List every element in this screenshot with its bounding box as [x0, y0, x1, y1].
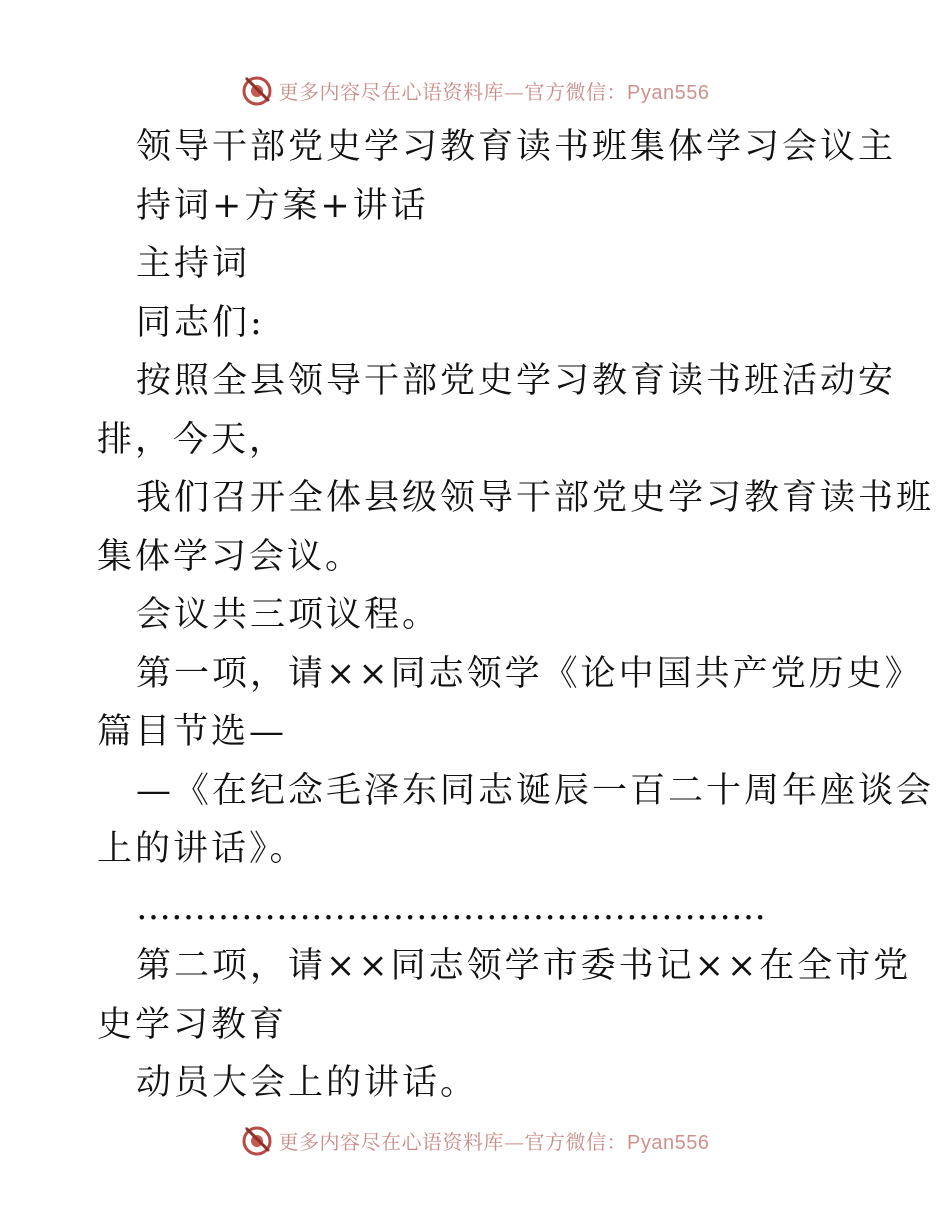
body-text-line: 史学习教育	[97, 1004, 288, 1045]
body-text-line: —《在纪念毛泽东同志诞辰一百二十周年座谈会	[136, 770, 935, 811]
body-text-line: 动员大会上的讲话。	[136, 1063, 479, 1103]
document-body	[97, 118, 935, 1113]
body-text-line: 领导干部党史学习教育读书班集体学习会议主	[136, 127, 897, 167]
body-text-line: 篇目节选—	[97, 712, 288, 752]
body-text-line: 会议共三项议程。	[136, 595, 441, 635]
body-text-line: 第一项，请××同志领学《论中国共产党历史》	[136, 653, 923, 694]
body-text-line: 集体学习会议。	[97, 536, 364, 577]
footer-banner-text: 更多内容尽在心语资料库—官方微信：Pyan556	[278, 1129, 710, 1154]
quill-pen-logo-icon	[241, 73, 275, 107]
body-text-line: 同志们:	[136, 302, 265, 343]
quill-pen-logo-icon	[241, 1123, 275, 1157]
body-text-line: 第二项，请××同志领学市委书记××在全市党	[136, 946, 912, 986]
body-text-line: 我们召开全体县级领导干部党史学习教育读书班	[136, 478, 935, 518]
footer-banner	[0, 1118, 950, 1162]
body-text-line: 持词+方案+讲话	[136, 185, 429, 226]
body-text-line: 排，今天，	[97, 419, 288, 460]
header-banner-text: 更多内容尽在心语资料库—官方微信：Pyan556	[278, 79, 710, 104]
body-text-line: 上的讲话》。	[97, 829, 308, 869]
header-banner	[0, 68, 950, 112]
body-text-line: 按照全县领导干部党史学习教育读书班活动安	[136, 361, 897, 401]
ellipsis-line: ………………………………………………	[136, 887, 766, 928]
body-text-line: 主持词	[136, 244, 251, 284]
